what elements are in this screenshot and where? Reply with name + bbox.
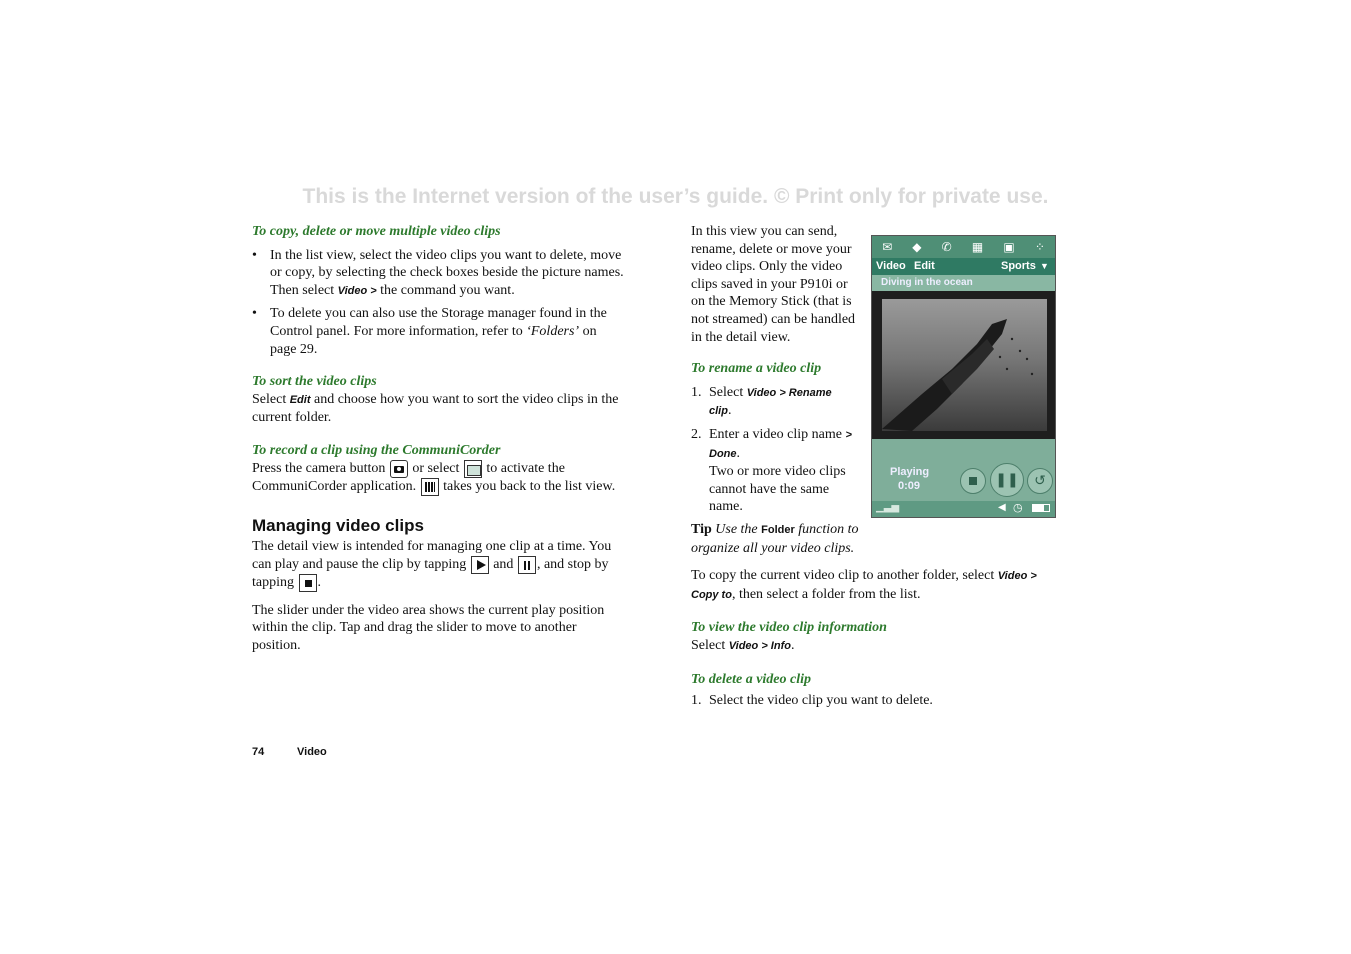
status-bar [872,501,1055,517]
text: . [790,637,795,653]
intro-text: In this view you can send, rename, delete or move your video clips. Only the video clips saved in your P910i or on the Memory Stick (that is not streamed) can be handled in the detail view. [691,224,856,345]
text: and [489,556,517,572]
step-number: 2. [691,426,702,442]
tip [691,521,881,557]
rename-note: Two or more video clips cannot have the same name. [709,464,846,515]
copy-bullet-2 [252,305,624,358]
communicorder-icon [464,460,482,478]
pause-button[interactable] [990,463,1024,497]
play-time: 0:09 [898,480,921,492]
volume-icon[interactable]: ◀ [998,502,1006,513]
page-number: 74 [252,746,265,758]
footer-section: Video [297,746,327,758]
text: To copy the current video clip to another folder, select [691,568,998,584]
text: , and stop by tapping [252,556,609,590]
text: to activate the CommuniCorder application. [252,460,565,494]
jotter-icon[interactable]: ▣ [1003,240,1015,254]
camera-button-icon [390,460,408,478]
text: The detail view is intended for managing one clip at a time. You can play and pause the clip by tapping [252,539,612,572]
info-heading: To view the video clip information [691,620,887,636]
right-column-bottom [691,521,1059,710]
text: and choose how you want to sort the video clips in the current folder. [252,391,619,426]
copy-heading: To copy, delete or move multiple video clips [252,224,501,239]
stop-button[interactable] [960,468,986,494]
return-icon: ↺ [1034,473,1046,489]
sort-heading: To sort the video clips [252,374,377,390]
text: In the list view, select the video clips you want to delete, move or copy, by selecting the check boxes beside the picture names. Then select [270,247,624,298]
menu-edit[interactable]: Edit [914,260,935,272]
text: the command you want. [376,282,515,298]
delete-heading: To delete a video clip [691,671,811,687]
phone-icon[interactable]: ✆ [941,240,952,254]
app-launcher-bar [872,236,1055,258]
apps-grid-icon[interactable]: ⁘ [1034,240,1045,254]
pause-icon [518,556,536,574]
text: Select [709,384,747,400]
play-status: Playing [890,466,930,478]
text: or select [408,460,463,476]
ui-label: Video > Copy to [691,570,1037,601]
tip-label: Tip [691,522,712,537]
text: Press the camera button [252,460,389,476]
folder-select[interactable]: Sports [1001,260,1036,272]
text: Enter a video clip name [709,426,846,442]
menu-video[interactable]: Video [876,260,906,272]
step-number: 1. [691,384,702,400]
record-text [252,460,624,496]
chevron-down-icon[interactable]: ▼ [1040,261,1049,271]
left-column [252,223,624,655]
clock-icon[interactable]: ◷ [1013,501,1023,514]
copy-text [691,567,1059,604]
text: function to organize all your video clips. [691,522,859,556]
text: takes you back to the list view. [439,478,616,494]
cross-reference: ‘Folders’ [526,323,580,339]
ui-label: Folder [761,524,795,536]
text: . [736,445,740,461]
stop-icon [969,477,977,485]
delete-step-1 [691,692,1059,710]
text: on page 29. [270,323,597,357]
rename-step-2 [691,426,857,516]
play-icon [471,556,489,574]
phone-screenshot [871,235,1056,518]
info-text [691,637,1059,656]
sort-text [252,391,624,427]
copy-bullet-1 [252,247,624,301]
managing-heading: Managing video clips [252,515,424,535]
text: Select the video clip you want to delete. [709,693,933,709]
ui-label: Video > Rename clip [709,386,832,418]
back-button[interactable] [1027,468,1053,494]
step-number: 1. [691,693,702,709]
text: Select [691,637,729,653]
video-frame [882,299,1047,431]
rename-heading: To rename a video clip [691,361,822,377]
battery-icon [1032,504,1050,512]
signal-icon: ▁▃▅ [876,502,900,513]
managing-p2: The slider under the video area shows the current play position within the clip. Tap and drag the slider to move to another position. [252,602,605,653]
diver-wreck-image [882,299,1047,431]
ui-label: Video > [337,284,377,297]
clip-title: Diving in the ocean [872,275,1055,291]
text: Use the [711,522,762,537]
text: , then select a folder from the list. [731,586,921,602]
playback-controls [872,439,1055,501]
record-heading: To record a clip using the CommuniCorder [252,442,501,458]
ui-label: > Done [709,428,852,460]
bullet-dot: • [252,247,257,263]
right-column-top [691,223,857,516]
ui-label: Edit [289,393,311,406]
bullet-dot: • [252,306,257,322]
text: . [317,574,321,590]
phone-menu-bar [872,258,1055,275]
managing-p1 [252,538,624,592]
text: . [727,403,732,419]
messaging-icon[interactable]: ✉ [882,240,893,254]
ui-label: Video > Info [728,639,791,652]
calendar-icon[interactable]: ▦ [971,240,984,254]
text: Select [252,391,290,407]
contacts-icon[interactable]: ◆ [912,240,922,254]
pause-icon: ❚❚ [995,472,1019,488]
text: To delete you can also use the Storage manager found in the Control panel. For more information, refer to [270,306,607,339]
list-view-icon [421,478,439,496]
stop-icon [299,574,317,592]
rename-step-1 [691,384,857,421]
watermark: This is the Internet version of the user’s guide. © Print only for private use. [302,185,1049,208]
